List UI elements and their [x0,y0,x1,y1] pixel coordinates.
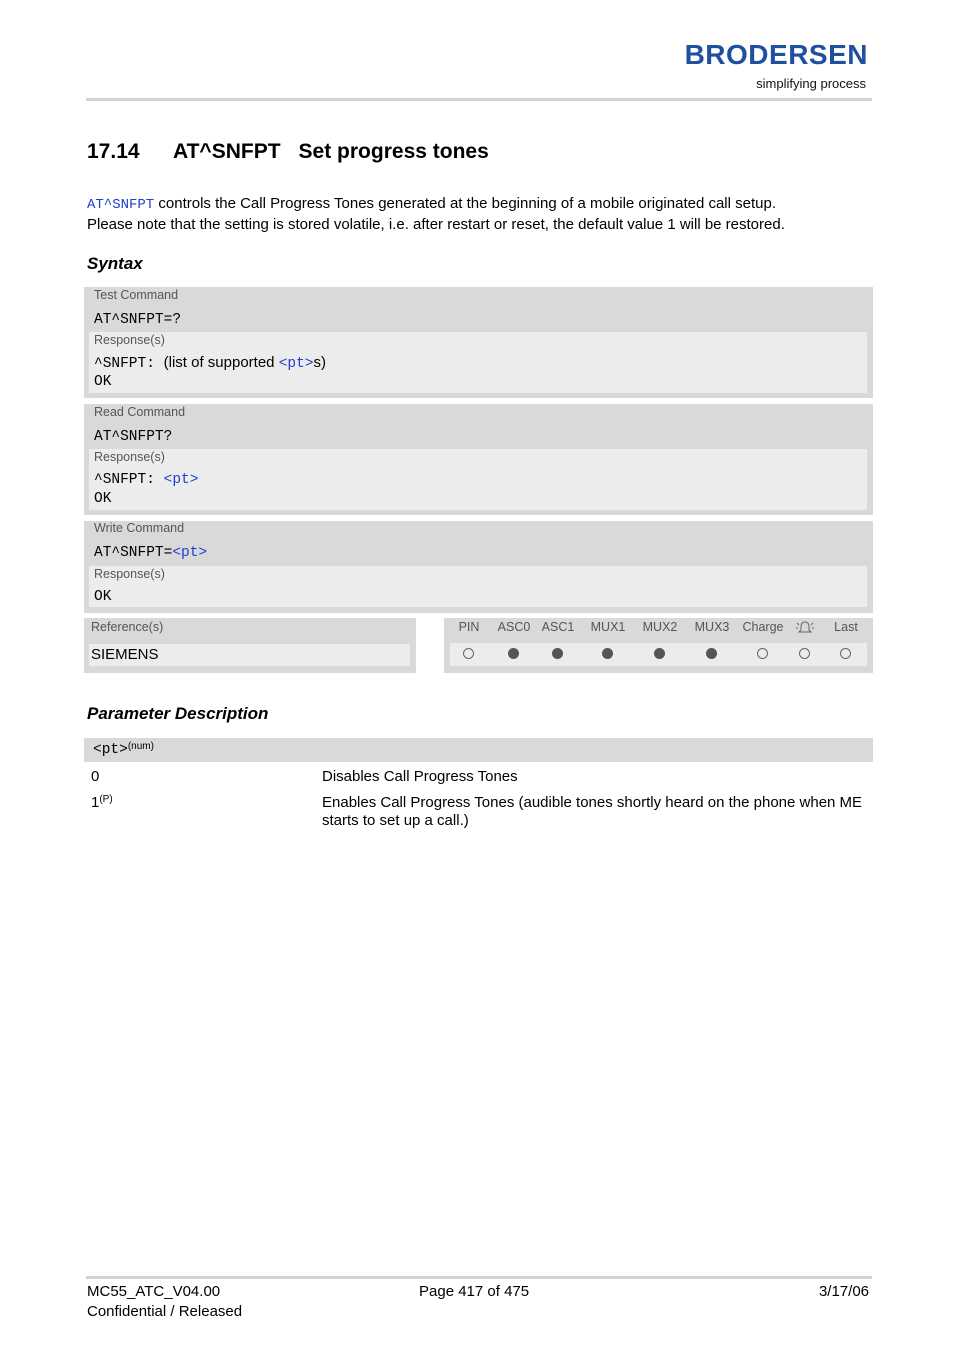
status-dot-asc1 [552,648,563,659]
col-mux2: MUX2 [642,620,678,634]
read-response-line [94,471,198,490]
write-response-label: Response(s) [94,567,165,581]
test-response-text-a: (list of supported [163,354,279,371]
test-response-param[interactable]: <pt> [278,356,314,372]
col-mux1: MUX1 [590,620,626,634]
intro-command-link[interactable]: AT^SNFPT [87,197,155,213]
test-response-ok: OK [94,374,112,390]
read-response-ok: OK [94,491,112,507]
read-response-param[interactable]: <pt> [163,472,199,488]
write-command-text: AT^SNFPT= [94,545,173,561]
reference-cell [84,618,416,673]
param-desc-1: Enables Call Progress Tones (audible tones shortly heard on the phone when ME starts to set up a call.) [322,794,863,829]
reference-value-box [89,644,410,666]
write-command-line [94,544,207,562]
test-response-text-b: s) [313,354,326,371]
status-dot-mux2 [654,648,665,659]
write-command-block [84,521,873,613]
test-response-box [89,332,867,393]
reference-value: SIEMENS [91,646,159,663]
status-dot-charge [757,648,768,659]
interface-availability-table [444,618,873,673]
logo-wordmark: BRODERSEN [684,39,868,70]
footer-page-number: Page 417 of 475 [419,1283,530,1300]
status-dot-mux1 [602,648,613,659]
syntax-heading: Syntax [87,254,143,273]
param-desc-0: Disables Call Progress Tones [322,768,518,785]
footer-date: 3/17/06 [818,1283,869,1300]
section-title-text: Set progress tones [298,140,489,163]
parameter-name-text: <pt> [93,742,128,758]
section-title [87,138,489,166]
header-divider [86,98,872,101]
status-dot-last [840,648,851,659]
test-command-text: AT^SNFPT=? [94,312,182,328]
col-mux3: MUX3 [694,620,730,634]
logo-tagline: simplifying process [756,76,866,91]
read-command-label: Read Command [94,405,186,419]
col-asc1: ASC1 [541,620,575,634]
status-dot-alarm [799,648,810,659]
param-value-0-text: 0 [91,768,100,785]
status-dot-pin [463,648,474,659]
reference-label: Reference(s) [91,620,164,634]
parameter-heading: Parameter Description [87,704,269,723]
status-dot-mux3 [706,648,717,659]
write-response-box [89,566,867,607]
intro-line2: Please note that the setting is stored volatile, i.e. after restart or reset, the default value 1 will be restored. [87,216,785,233]
bell-icon [795,619,815,635]
test-command-label: Test Command [94,288,179,302]
footer-status: Confidential / Released [87,1303,243,1320]
parameter-header-row [84,738,873,762]
footer-divider [86,1276,872,1279]
status-dot-asc0 [508,648,519,659]
intro-paragraph [87,194,887,234]
col-asc0: ASC0 [497,620,531,634]
col-pin: PIN [458,620,480,634]
parameter-name [93,740,154,760]
test-response-prefix: ^SNFPT: [94,356,164,372]
section-number: 17.14 [87,140,140,163]
read-response-box [89,449,867,510]
write-command-param[interactable]: <pt> [172,545,208,561]
brodersen-logo [652,40,868,96]
read-response-prefix: ^SNFPT: [94,472,164,488]
write-response-ok: OK [94,589,112,605]
test-response-label: Response(s) [94,333,165,347]
param-value-1-default-marker: (P) [99,794,113,805]
intro-line1: controls the Call Progress Tones generated at the beginning of a mobile originated call setup. [154,195,776,212]
read-command-text: AT^SNFPT? [94,429,173,445]
footer-doc-id: MC55_ATC_V04.00 [87,1283,221,1300]
write-command-label: Write Command [94,521,185,535]
read-response-label: Response(s) [94,450,165,464]
col-last: Last [834,620,858,634]
parameter-type: (num) [127,741,154,752]
param-value-1 [91,793,113,812]
param-value-0 [91,767,99,786]
section-command: AT^SNFPT [173,140,281,163]
test-command-block [84,287,873,398]
param-value-1-text: 1 [91,794,100,811]
test-response-line [94,353,326,374]
read-command-block [84,404,873,515]
col-charge: Charge [742,620,784,634]
